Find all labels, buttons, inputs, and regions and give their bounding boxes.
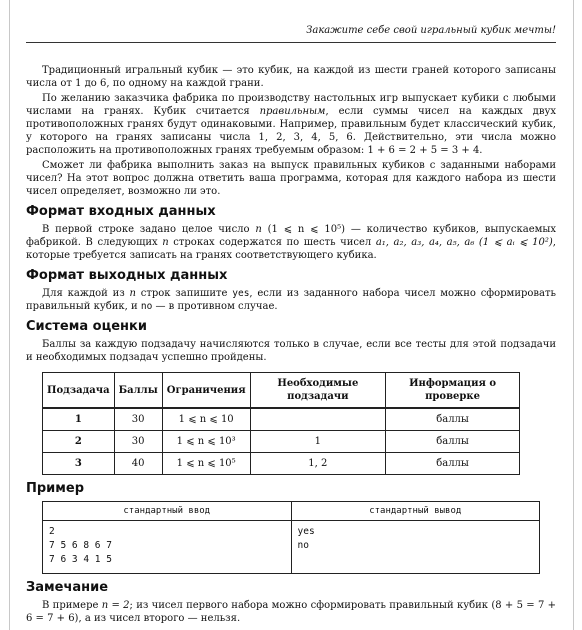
text-fragment: , если суммы чисел на каждых двух противоположных гранях будут одинаковыми. Например, правильным будет классический кубик, у которого на гранях записаны числа 1, 2, 3, 4, 5, 6. Действительно, эти числа можно расположить на противоположных гранях требуемым образом: 1 + 6 = 2 + 5 = 3 + 4.: [26, 106, 556, 156]
col-required: Необходимые подзадачи: [250, 373, 385, 409]
example-input: [43, 521, 292, 574]
score-cell: 30: [114, 431, 162, 453]
limit-cell: 1 ⩽ n ⩽ 10⁵: [162, 453, 250, 475]
score-cell: 30: [114, 408, 162, 431]
input-format-text: [26, 223, 556, 262]
math-n: n: [129, 288, 136, 299]
statement-paragraph-1: Традиционный игральный кубик — это кубик, на каждой из шести граней которого записаны числа от 1 до 6, по одному на каждой грани.: [26, 65, 556, 89]
text-fragment: — количество кубиков, выпускаемых фабрикой. В следующих: [26, 224, 556, 248]
required-cell: 1, 2: [250, 453, 385, 475]
header-title: Закажите себе свой игральный кубик мечты!: [306, 25, 556, 36]
page-border-left: [9, 0, 10, 630]
input-line: 7 5 6 8 6 7: [49, 540, 112, 551]
math-n: n: [162, 237, 169, 248]
scoring-table: [42, 372, 520, 475]
no-keyword: no: [140, 301, 153, 312]
input-line: 7 6 3 4 1 5: [49, 554, 112, 565]
col-limits: Ограничения: [162, 373, 250, 409]
required-cell: [250, 408, 385, 431]
table-row: [43, 431, 520, 453]
table-row: [43, 408, 520, 431]
col-info: Информация о проверке: [386, 373, 520, 409]
info-cell: баллы: [386, 431, 520, 453]
info-cell: баллы: [386, 408, 520, 431]
math-range: (1 ⩽ n ⩽ 10⁵): [261, 224, 345, 235]
example-output: [291, 521, 540, 574]
example-table: [42, 501, 540, 574]
output-format-text: [26, 287, 556, 313]
text-fragment: , которые требуется записать на гранях соответствующего кубика.: [26, 237, 556, 261]
input-line: 2: [49, 526, 55, 537]
scoring-table-header: [43, 373, 520, 409]
score-cell: 40: [114, 453, 162, 475]
text-fragment: В первой строке задано целое число: [42, 224, 256, 235]
page-header: [26, 22, 556, 43]
subtask-cell: 2: [43, 431, 115, 453]
page-border-right: [573, 0, 574, 630]
subtask-cell: 3: [43, 453, 115, 475]
input-format-heading: Формат входных данных: [26, 204, 216, 219]
text-fragment: строк запишите: [135, 288, 233, 299]
info-cell: баллы: [386, 453, 520, 475]
statement-paragraph-3: Сможет ли фабрика выполнить заказ на выпуск правильных кубиков с заданными наборами чисел? На этот вопрос должна ответить ваша программа, которая для каждого набора из шести чисел определяет, возможно ли это.: [26, 160, 556, 197]
output-line: no: [297, 540, 309, 551]
text-fragment: По желанию заказчика фабрика по производству настольных игр выпускает кубики с любыми числами на гранях. Кубик считается: [26, 93, 556, 117]
emphasis-term: правильным: [259, 106, 326, 117]
required-cell: 1: [250, 431, 385, 453]
text-fragment: , если из заданного набора чисел можно сформировать правильный кубик, и: [26, 288, 556, 312]
math-n: n: [255, 224, 262, 235]
output-line: yes: [297, 526, 315, 537]
example-input-header: стандартный ввод: [43, 502, 292, 521]
note-heading: Замечание: [26, 580, 109, 595]
yes-keyword: yes: [232, 288, 250, 299]
note-text: [26, 599, 556, 625]
col-subtask: Подзадача: [43, 373, 115, 409]
scoring-heading: Система оценки: [26, 319, 147, 334]
text-fragment: Для каждой из: [42, 288, 130, 299]
text-fragment: ; из чисел первого набора можно сформировать правильный кубик (8 + 5 = 7 + 6 = 7 + 6), а из чисел второго — нельзя.: [26, 600, 557, 624]
math-values: a₁, a₂, a₃, a₄, a₅, a₆ (1 ⩽ aᵢ ⩽ 10²): [375, 237, 553, 248]
example-output-header: стандартный вывод: [291, 502, 540, 521]
table-row: [43, 453, 520, 475]
text-fragment: строках содержатся по шесть чисел: [168, 237, 376, 248]
scoring-text: Баллы за каждую подзадачу начисляются только в случае, если все тесты для этой подзадачи и необходимых подзадач успешно пройдены.: [26, 339, 556, 363]
example-heading: Пример: [26, 481, 85, 496]
limit-cell: 1 ⩽ n ⩽ 10³: [162, 431, 250, 453]
limit-cell: 1 ⩽ n ⩽ 10: [162, 408, 250, 431]
output-format-heading: Формат выходных данных: [26, 268, 228, 283]
statement-paragraph-2: [26, 92, 556, 157]
text-fragment: — в противном случае.: [152, 301, 278, 312]
math-n: n = 2: [101, 600, 130, 611]
text-fragment: В примере: [42, 600, 102, 611]
problem-statement: [26, 64, 556, 627]
subtask-cell: 1: [43, 408, 115, 431]
col-score: Баллы: [114, 373, 162, 409]
